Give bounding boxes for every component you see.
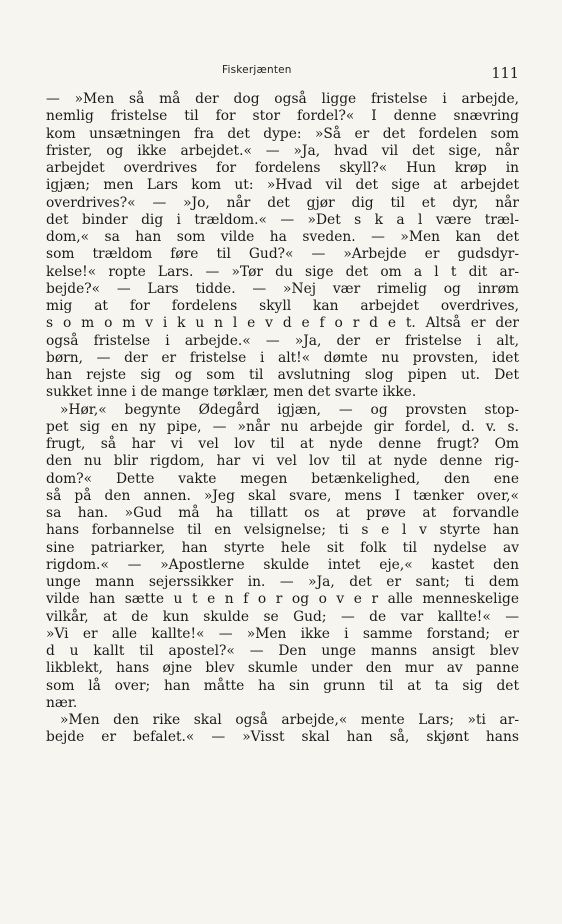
text-line: igjæn; men Lars kom ut: »Hvad vil det sige at arbejdet [46, 177, 519, 194]
text-line: sukket inne i de mange tørklær, men det svarte ikke. [46, 384, 417, 401]
text-line: nær. [46, 694, 78, 711]
text-line: børn, — der er fristelse i alt!« dømte nu provsten, idet [46, 349, 519, 366]
text-line: bejde?« — Lars tidde. — »Nej vær rimelig og inrøm [46, 280, 519, 297]
text-line: »Hør,« begynte Ødegård igjæn, — og provsten stop- [60, 401, 519, 418]
running-title: Fiskerjænten [222, 64, 292, 76]
text-line: så på den annen. »Jeg skal svare, mens I tænker over,« [46, 487, 519, 504]
text-line: dom?« Dette vakte megen betænkelighed, den ene [46, 470, 519, 487]
text-line: bejde er befalet.« — »Visst skal han så, skjønt hans [46, 729, 519, 746]
text-line: likblekt, hans øjne blev skumle under den mur av panne [46, 660, 519, 677]
text-line: nemlig fristelse til for stor fordel?« I denne snævring [46, 108, 519, 125]
body-text [46, 91, 519, 747]
text-line: frugt, så har vi vel lov til at nyde denne frugt? Om [46, 436, 519, 452]
page-number: 111 [491, 66, 519, 82]
text-line: som lå over; han måtte ha sin grunn til at ta sig det [46, 677, 519, 694]
text-line: det binder dig i trældom.« — »Det s k a l være træl- [46, 211, 519, 228]
text-line: d u kallt til apostel?« — Den unge manns ansigt blev [46, 643, 519, 659]
text-line: arbejdet overdrives for fordelens skyll?« Hun krøp in [46, 160, 519, 176]
text-line: »Vi er alle kallte!« — »Men ikke i samme forstand; er [46, 625, 519, 642]
text-line: kom unsætningen fra det dype: »Så er det fordelen som [46, 125, 519, 142]
text-line: som trældom føre til Gud?« — »Arbejde er gudsdyr- [46, 246, 519, 263]
text-line: frister, og ikke arbejdet.« — »Ja, hvad vil det sige, når [46, 142, 519, 159]
text-line: dom,« sa han som vilde ha sveden. — »Men kan det [46, 229, 519, 245]
text-line: pet sig en ny pipe, — »når nu arbejde gir fordel, d. v. s. [46, 418, 519, 435]
text-line: også fristelse i arbejde.« — »Ja, der er fristelse i alt, [46, 332, 519, 349]
text-line: »Men den rike skal også arbejde,« mente Lars; »ti ar- [60, 712, 519, 728]
text-line: han rejste sig og som til avslutning slog pipen ut. Det [46, 367, 519, 383]
text-line: kelse!« ropte Lars. — »Tør du sige det om a l t dit ar- [46, 263, 519, 280]
text-line: overdrives?« — »Jo, når det gjør dig til et dyr, når [46, 194, 519, 211]
text-line: rigdom.« — »Apostlerne skulde intet eje,« kastet den [46, 556, 519, 573]
text-line: s o m o m v i k u n l e v d e f o r d e t. Altså er der [46, 315, 519, 332]
text-line: — »Men så må der dog også ligge fristelse i arbejde, [46, 91, 519, 107]
text-line: hans forbannelse til en velsignelse; ti s e l v styrte han [46, 522, 519, 539]
text-line: vilkår, at de kun skulde se Gud; — de var kallte!« — [46, 608, 519, 625]
text-line: den nu blir rigdom, har vi vel lov til at nyde denne rig- [46, 453, 519, 470]
text-line: sine patriarker, han styrte hele sit folk til nydelse av [46, 539, 519, 556]
text-line: vilde han sætte u t e n f o r og o v e r alle menneskelige [46, 591, 519, 608]
text-line: mig at for fordelens skyll kan arbejdet overdrives, [46, 298, 519, 314]
text-line: unge mann sejerssikker in. — »Ja, det er sant; ti dem [46, 574, 519, 590]
text-line: sa han. »Gud må ha tillatt os at prøve at forvandle [46, 505, 519, 521]
page-header [44, 58, 519, 86]
